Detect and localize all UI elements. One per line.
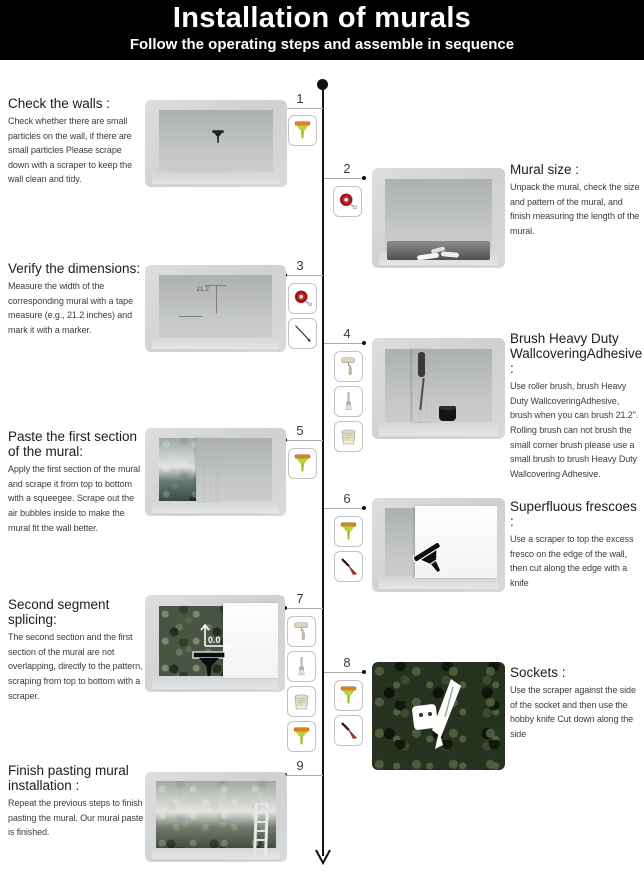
room-floor <box>152 173 280 184</box>
tool-squeegee-icon <box>334 516 363 547</box>
page-subtitle: Follow the operating steps and assemble in sequence <box>129 36 515 53</box>
step-5-tools <box>288 448 317 483</box>
step-title: Brush Heavy Duty WallcoveringAdhesive : <box>510 331 643 377</box>
step-1-text <box>8 96 144 187</box>
measure-tick <box>205 285 225 286</box>
step-3-room-illustration <box>145 265 286 352</box>
room-floor <box>152 502 279 513</box>
step-8-room-illustration <box>372 662 505 770</box>
blank-strip <box>196 438 220 501</box>
measure-hline <box>179 316 202 317</box>
step-7-text <box>8 597 146 703</box>
step-4-text <box>510 331 642 481</box>
step-body: Use a scraper to top the excess fresco on the edge of the wall, then cut along the edge with a knife <box>510 534 634 588</box>
page-title: Installation of murals <box>172 2 472 34</box>
roller-on-wall <box>418 352 425 377</box>
step-6-text <box>510 499 642 591</box>
tool-squeegee-icon <box>288 448 317 479</box>
room-back-wall <box>159 275 272 338</box>
step-7-room-illustration <box>145 595 285 692</box>
step-9-text <box>8 763 146 840</box>
step-title: Paste the first section of the mural: <box>8 429 138 460</box>
tool-knife-icon <box>334 715 363 746</box>
step-3-number: 3 <box>296 258 304 273</box>
step-body: Unpack the mural, check the size and pattern of the mural, and finish measuring the length of the mural. <box>510 182 640 236</box>
room-floor <box>379 423 499 436</box>
step-2-connector <box>324 178 364 179</box>
svg-text:0.0: 0.0 <box>208 635 221 646</box>
step-2-room-illustration <box>372 168 505 268</box>
timeline-start-dot <box>317 79 328 90</box>
tool-squeegee-icon <box>288 115 317 146</box>
step-2-text <box>510 162 640 238</box>
tool-brush-icon <box>287 651 316 682</box>
step-8-text <box>510 665 642 741</box>
header <box>0 0 644 60</box>
measure-vline <box>216 285 217 314</box>
tool-adhesive-icon <box>287 686 316 717</box>
connector-end-dot <box>362 176 366 180</box>
step-5-room-illustration <box>145 428 286 516</box>
ladder <box>253 802 269 855</box>
step-8-connector <box>324 672 364 673</box>
step-body: Apply the first section of the mural and scrape it from top to bottom with a squeegee. Scrape out the air bubbles inside to make the mural fit the wall better. <box>8 464 140 533</box>
socket-and-knife-icon <box>409 675 473 757</box>
tool-roller-icon <box>287 616 316 647</box>
step-5-text <box>8 429 146 535</box>
step-body: Use the scraper against the side of the socket and then use the hobby knife Cut down along the side <box>510 685 636 739</box>
tool-marker-icon <box>288 318 317 349</box>
step-6-tools <box>334 516 363 586</box>
step-8-number: 8 <box>343 655 351 670</box>
step-6-room-illustration <box>372 498 505 592</box>
step-title: Finish pasting mural installation : <box>8 763 129 794</box>
step-2-number: 2 <box>343 161 351 176</box>
tool-tape-measure-icon <box>288 283 317 314</box>
step-4-tools <box>334 351 363 456</box>
step-9-room-illustration <box>145 772 287 862</box>
timeline-axis <box>322 84 324 856</box>
step-7-tools <box>287 616 316 756</box>
room-floor <box>379 577 499 589</box>
step-4-number: 4 <box>343 326 351 341</box>
step-3-connector <box>285 275 323 276</box>
connector-end-dot <box>362 341 366 345</box>
connector-end-dot <box>362 506 366 510</box>
tool-squeegee-icon <box>287 721 316 752</box>
step-9-connector <box>285 775 323 776</box>
step-title: Mural size : <box>510 162 580 177</box>
step-4-room-illustration <box>372 338 505 439</box>
step-title: Check the walls : <box>8 96 111 111</box>
step-1-room-illustration <box>145 100 287 187</box>
step-title: Second segment splicing: <box>8 597 110 628</box>
tool-adhesive-icon <box>334 421 363 452</box>
step-4-connector <box>324 343 364 344</box>
step-title: Sockets : <box>510 665 566 680</box>
step-body: Repeat the previous steps to finish pasting the mural. Our mural paste is finished. <box>8 798 144 838</box>
scraper-mark-icon <box>210 128 226 147</box>
mural-first-section <box>159 438 196 501</box>
tool-knife-icon <box>334 551 363 582</box>
step-3-tools <box>288 283 317 353</box>
step-5-connector <box>285 440 323 441</box>
tool-tape-measure-icon <box>333 186 362 217</box>
timeline-end-arrow-icon <box>313 848 333 866</box>
step-2-tools <box>333 186 362 221</box>
step-7-connector <box>285 608 323 609</box>
room-back-wall <box>159 110 273 173</box>
adhesive-bucket-rim <box>439 406 456 410</box>
step-9-number: 9 <box>296 758 304 773</box>
step-1-number: 1 <box>296 91 304 106</box>
mural-mist <box>159 438 196 501</box>
room-floor <box>152 338 279 349</box>
step-1-connector <box>285 108 323 109</box>
tool-roller-icon <box>334 351 363 382</box>
splice-guides-and-scraper <box>181 616 253 680</box>
step-8-tools <box>334 680 363 750</box>
step-3-text <box>8 261 144 337</box>
step-body: The second section and the first section of the mural are not overlapping, directly to the pattern, scraping from top to bottom with a scraper. <box>8 632 143 701</box>
step-body: Check whether there are small particles on the wall, if there are small particles Please scrape down with a scraper to keep the wall clean and tidy. <box>8 116 132 185</box>
step-7-number: 7 <box>296 591 304 606</box>
step-body: Use roller brush, brush Heavy Duty WallcoveringAdhesive, brush when you can brush 21.2". Rolling brush can not brush the small corner brush please use a small brush to brush Heavy Duty Wallcovering Adhesive. <box>510 381 639 479</box>
connector-end-dot <box>362 670 366 674</box>
step-title: Superfluous frescoes : <box>510 499 637 530</box>
step-6-connector <box>324 508 364 509</box>
tool-squeegee-icon <box>334 680 363 711</box>
step-title: Verify the dimensions: <box>8 261 141 276</box>
step-1-tools <box>288 115 317 150</box>
measure-value-label: 21.2 <box>196 286 209 294</box>
tool-brush-icon <box>334 386 363 417</box>
step-5-number: 5 <box>296 423 304 438</box>
step-6-number: 6 <box>343 491 351 506</box>
step-body: Measure the width of the corresponding mural with a tape measure (e.g., 21.2 inches) and mark it with a marker. <box>8 281 133 335</box>
